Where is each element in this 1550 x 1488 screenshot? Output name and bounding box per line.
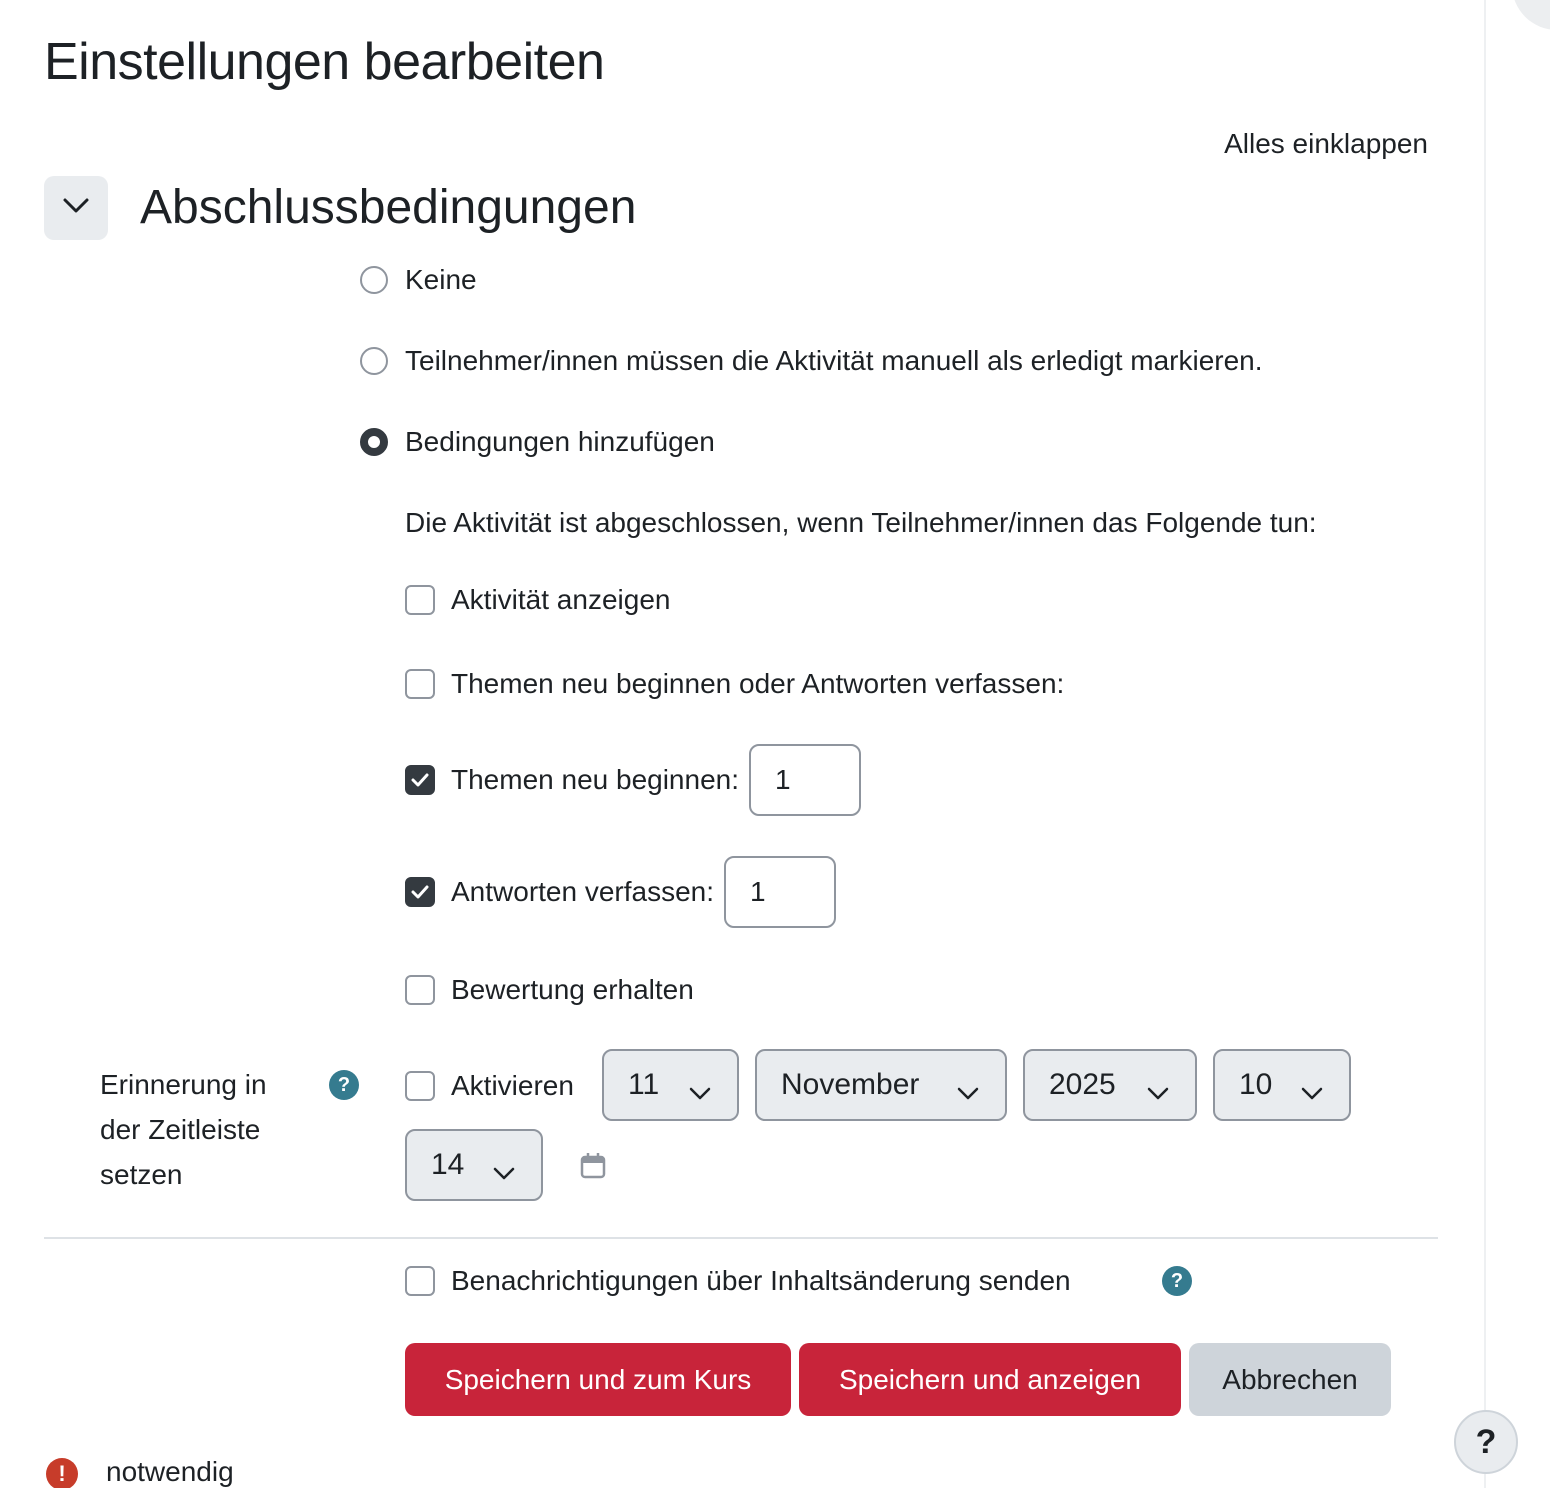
reminder-month-select[interactable] [755,1049,1007,1121]
select-value: 11 [628,1068,660,1101]
reminder-hour-select[interactable] [1213,1049,1351,1121]
checkbox-grade[interactable] [405,975,435,1005]
notify-help-icon[interactable]: ? [1162,1266,1192,1296]
completion-option-conditions[interactable] [360,422,715,462]
reminder-day-select[interactable] [602,1049,739,1121]
condition-view[interactable] [405,580,670,620]
radio-label: Teilnehmer/innen müssen die Aktivität manuell als erledigt markieren. [405,345,1263,376]
check-icon [411,885,429,899]
discussions-count-input[interactable] [749,744,861,816]
chevron-down-icon [957,1075,979,1109]
checkbox-reminder-enable[interactable] [405,1071,435,1101]
replies-count-input[interactable] [724,856,836,928]
reminder-help-icon[interactable]: ? [329,1070,359,1100]
calendar-icon[interactable] [580,1152,606,1185]
checkbox-label: Themen neu beginnen: [451,764,739,795]
checkbox-notify[interactable] [405,1266,435,1296]
save-return-button[interactable]: Speichern und zum Kurs [405,1343,791,1416]
reminder-enable[interactable] [405,1066,574,1106]
select-value: 2025 [1049,1068,1116,1101]
notify-content-change[interactable] [405,1261,1071,1301]
condition-discussions[interactable] [405,744,861,816]
reminder-year-select[interactable] [1023,1049,1197,1121]
radio-label: Bedingungen hinzufügen [405,426,715,457]
page-edge-divider [1484,0,1486,1488]
checkbox-label: Bewertung erhalten [451,974,694,1005]
radio-manual[interactable] [360,347,388,375]
reminder-label: Erinnerung in der Zeitleiste setzen [100,1069,267,1190]
required-legend: notwendig [106,1456,234,1487]
chevron-down-icon [493,1155,515,1189]
checkbox-label: Benachrichtigungen über Inhaltsänderung senden [451,1265,1071,1296]
chevron-down-icon [1147,1075,1169,1109]
completion-option-manual[interactable] [360,341,1263,381]
radio-label: Keine [405,264,477,295]
checkbox-label: Aktivität anzeigen [451,584,671,615]
checkbox-view[interactable] [405,585,435,615]
condition-grade[interactable] [405,970,694,1010]
conditions-intro: Die Aktivität ist abgeschlossen, wenn Teilnehmer/innen das Folgende tun: [405,507,1317,538]
checkbox-label: Themen neu beginnen oder Antworten verfassen: [451,668,1065,699]
section-title: Abschlussbedingungen [140,181,637,234]
radio-conditions[interactable] [360,428,388,456]
select-value: 14 [431,1148,465,1181]
condition-posts[interactable] [405,664,1064,704]
completion-option-none[interactable] [360,260,477,300]
checkbox-discussions[interactable] [405,765,435,795]
section-divider [44,1237,1438,1239]
cancel-button[interactable]: Abbrechen [1189,1343,1391,1416]
checkbox-replies[interactable] [405,877,435,907]
reminder-minute-select[interactable] [405,1129,543,1201]
select-value: 10 [1239,1068,1273,1101]
checkbox-label: Aktivieren [451,1070,574,1101]
chevron-down-icon [62,197,90,220]
chevron-down-icon [689,1075,711,1109]
floating-help-button[interactable]: ? [1454,1410,1518,1474]
select-value: November [781,1068,920,1101]
required-icon: ! [46,1458,78,1488]
radio-none[interactable] [360,266,388,294]
save-display-button[interactable]: Speichern und anzeigen [799,1343,1181,1416]
checkbox-label: Antworten verfassen: [451,876,715,907]
chevron-down-icon [1301,1075,1323,1109]
checkbox-posts[interactable] [405,669,435,699]
collapse-all-link[interactable]: Alles einklappen [1224,128,1428,159]
condition-replies[interactable] [405,856,836,928]
page-title: Einstellungen bearbeiten [44,33,605,91]
section-toggle-button[interactable] [44,176,108,240]
drawer-toggle[interactable] [1512,0,1550,30]
check-icon [411,773,429,787]
